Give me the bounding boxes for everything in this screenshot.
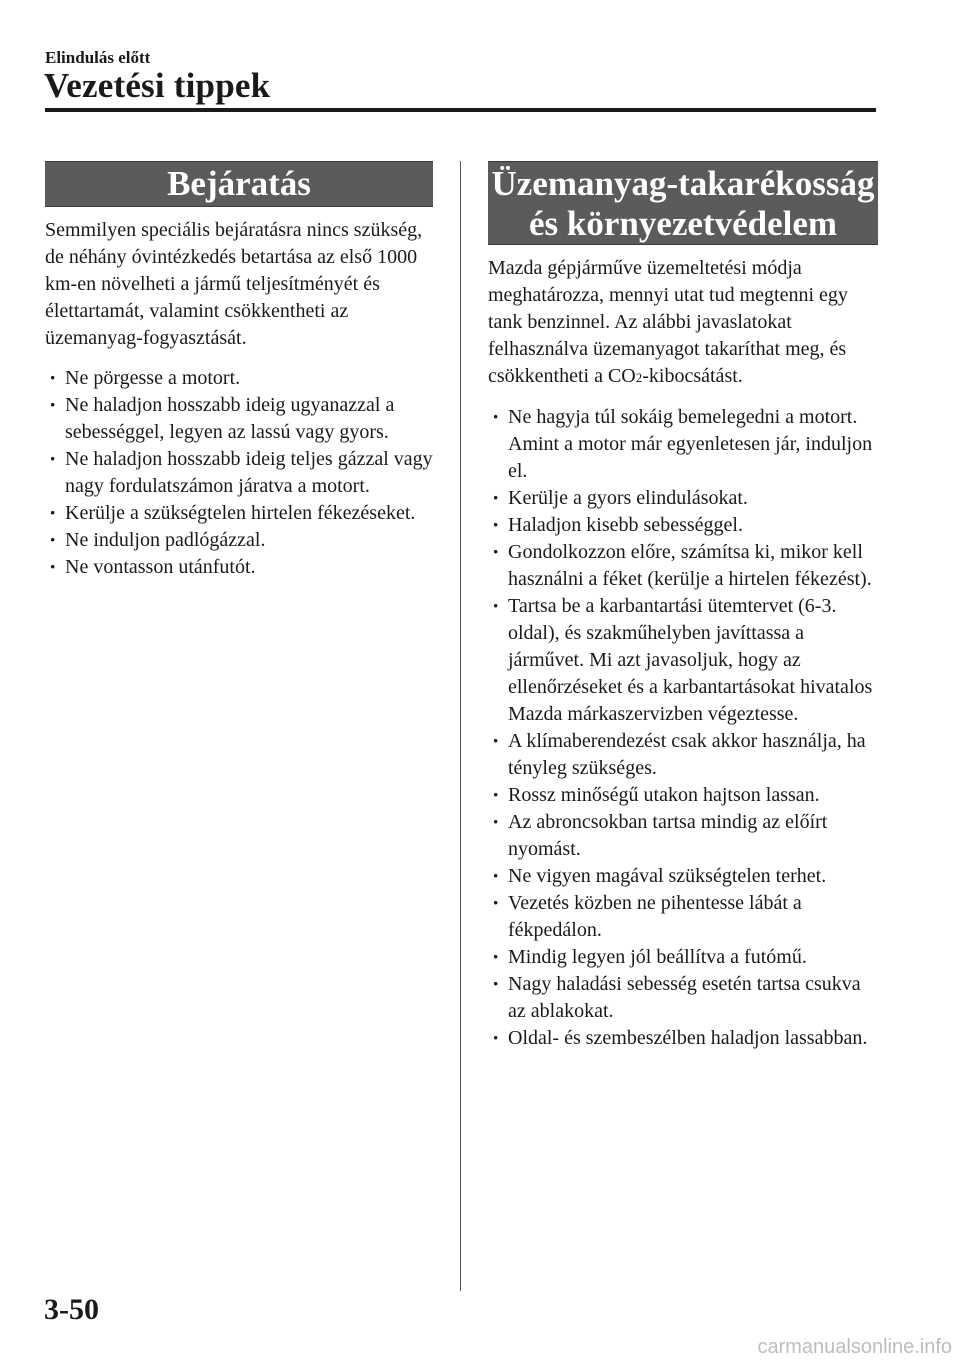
breadcrumb: Elindulás előtt [45, 48, 151, 67]
list-item: · Kerülje a gyors elindulásokat. [488, 485, 878, 512]
list-item: · Haladjon kisebb sebességgel. [488, 512, 878, 539]
heading-line: Üzemanyag-takarékosság [491, 164, 875, 203]
list-item: · Ne induljon padlógázzal. [45, 527, 433, 554]
list-item: · Nagy haladási sebesség esetén tartsa csukva az ablakokat. [488, 971, 878, 1025]
break-in-intro: Semmilyen speciális bejáratásra nincs szükség, de néhány óvintézkedés betartása az első 1000 km-en növelheti a jármű teljesítményét és élettartamát, valamint csökkentheti az üzemanyag-fogyasztását. [45, 219, 423, 349]
break-in-list [45, 365, 433, 581]
intro-text-end: -kibocsátást. [642, 365, 743, 387]
section-heading-fuel-economy [488, 161, 878, 245]
list-item: · Rossz minőségű utakon hajtson lassan. [488, 782, 878, 809]
fuel-economy-list [488, 404, 878, 1052]
list-item: · Vezetés közben ne pihentesse lábát a fékpedálon. [488, 890, 878, 944]
section-heading-break-in: Bejáratás [45, 161, 433, 207]
list-item: · Gondolkozzon előre, számítsa ki, mikor kell használni a féket (kerülje a hirtelen fékezést). [488, 539, 878, 593]
list-item: · Ne pörgesse a motort. [45, 365, 433, 392]
co2-subscript: 2 [635, 370, 643, 385]
list-item: · Ne hagyja túl sokáig bemelegedni a motort. Amint a motor már egyenletesen jár, induljon el. [488, 404, 878, 485]
list-item: · Ne haladjon hosszabb ideig ugyanazzal a sebességgel, legyen az lassú vagy gyors. [45, 392, 433, 446]
list-item: · Ne haladjon hosszabb ideig teljes gázzal vagy nagy fordulatszámon járatva a motort. [45, 446, 433, 500]
list-item: · Kerülje a szükségtelen hirtelen fékezéseket. [45, 500, 433, 527]
right-column [488, 161, 878, 1052]
list-item: · Oldal- és szembeszélben haladjon lassabban. [488, 1025, 878, 1052]
page-title: Vezetési tippek [44, 66, 271, 105]
intro-text: Mazda gépjárműve üzemeltetési módja meghatározza, mennyi utat tud megtenni egy tank benzinnel. Az alábbi javaslatokat felhasználva üzemanyagot takaríthat meg, és csökkentheti a CO [488, 257, 848, 387]
list-item: · A klímaberendezést csak akkor használja, ha tényleg szükséges. [488, 728, 878, 782]
column-divider [460, 161, 461, 1291]
title-rule [45, 108, 876, 112]
list-item: · Az abroncsokban tartsa mindig az előírt nyomást. [488, 809, 878, 863]
page-number: 3-50 [44, 1293, 99, 1326]
list-item: · Mindig legyen jól beállítva a futómű. [488, 944, 878, 971]
heading-line: és környezetvédelem [528, 204, 838, 243]
list-item: · Ne vigyen magával szükségtelen terhet. [488, 863, 878, 890]
left-column [45, 161, 433, 581]
watermark: carmanualsonline.info [757, 1336, 952, 1358]
list-item: · Tartsa be a karbantartási ütemtervet (6-3. oldal), és szakműhelyben javíttassa a járművet. Mi azt javasoljuk, hogy az ellenőrzéseket és a karbantartásokat hivatalos Mazda márkaszervizben végeztesse. [488, 593, 878, 728]
fuel-economy-intro [488, 255, 878, 391]
list-item: · Ne vontasson utánfutót. [45, 554, 433, 581]
